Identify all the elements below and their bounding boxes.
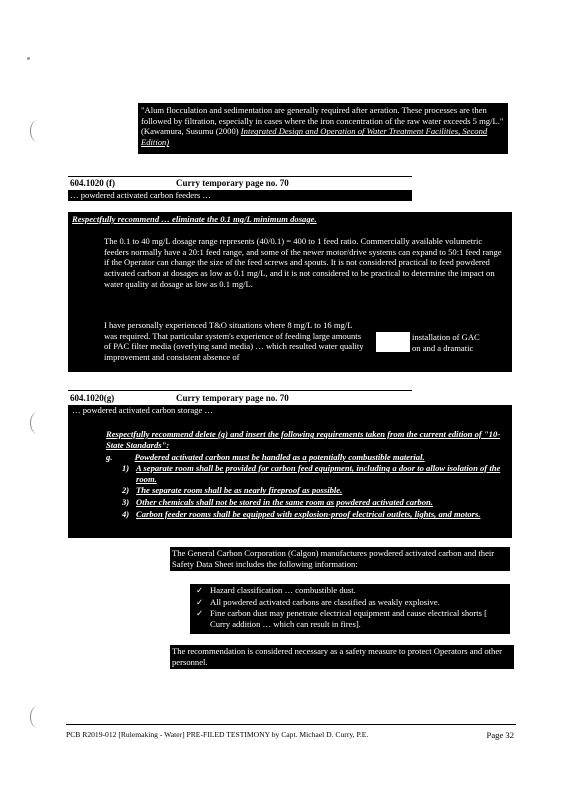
punch-hole-top bbox=[30, 120, 45, 142]
calgon-conclusion: The recommendation is considered necessary as a safety measure to protect Operators and other personnel. bbox=[170, 645, 514, 669]
list-item-text: Carbon feeder rooms shall be equipped with explosion-proof electrical outlets, lights, and motors. bbox=[136, 508, 481, 519]
calgon-checklist bbox=[190, 584, 510, 634]
list-item-text: A separate room shall be provided for carbon feed equipment, including a door to allow isolation of the room. bbox=[136, 463, 501, 484]
section-f-subtitle: … powdered activated carbon feeders … bbox=[68, 190, 412, 201]
section-f-gap bbox=[376, 332, 504, 352]
punch-hole-bottom bbox=[30, 706, 45, 728]
section-f-rule bbox=[68, 176, 412, 177]
checklist-item-text: Fine carbon dust may penetrate electrical equipment and cause electrical shorts [ Curry addition … which can result in fires]. bbox=[210, 608, 488, 630]
list-item bbox=[110, 509, 502, 520]
scan-speck bbox=[27, 57, 30, 60]
section-g-header bbox=[70, 393, 410, 405]
list-item-text: The separate room shall be as nearly fireproof as possible. bbox=[136, 485, 343, 496]
section-g-body bbox=[68, 405, 512, 538]
section-f-right-1: installation of GAC bbox=[410, 332, 504, 343]
section-g-rule bbox=[68, 390, 412, 391]
section-g-item-g bbox=[106, 452, 506, 463]
list-item-text: Other chemicals shall not be stored in the same room as powdered activated carbon. bbox=[136, 497, 433, 508]
section-f-recommend: Respectfully recommend … eliminate the 0.1 mg/L minimum dosage. bbox=[72, 214, 317, 224]
section-f-para1: The 0.1 to 40 mg/L dosage range represents (40/0.1) = 400 to 1 feed ratio. Commercially available volumetric feeders normally have a 20:1 feed range, and some of the newer motor/drive systems can expand to 50:1 feed range if the Operator can change the size of the feed screws and spouts. It is not considered practical to feed powdered activated carbon at dosages as low as 0.1 mg/L, and it is not considered to be practical to determine the impact on water quality at dosage as low as 0.1 mg/L. bbox=[104, 236, 502, 289]
list-item bbox=[110, 485, 502, 496]
section-f-header bbox=[70, 178, 410, 190]
item-g-text: Powdered activated carbon must be handled as a potentially combustible material. bbox=[134, 452, 425, 462]
calgon-intro: The General Carbon Corporation (Calgon) manufactures powdered activated carbon and their Safety Data Sheet includes the following information: bbox=[170, 547, 510, 571]
list-item bbox=[110, 497, 502, 508]
section-g-subtitle: … powdered activated carbon storage … bbox=[72, 405, 214, 415]
list-item-number: 4) bbox=[122, 508, 130, 519]
list-item bbox=[110, 463, 502, 484]
section-g-recommend: Respectfully recommend delete (g) and insert the following requirements taken from the current edition of "10-State Standards": bbox=[106, 429, 501, 450]
section-f-code: 604.1020 (f) bbox=[70, 178, 115, 188]
list-item-number: 3) bbox=[122, 497, 130, 508]
quote-citation: Integrated Design and Operation of Water Treatment Facilities, Second Edition) bbox=[141, 126, 488, 148]
checkmark-icon: ✓ bbox=[196, 608, 204, 619]
quote-block bbox=[138, 103, 508, 154]
list-item-number: 2) bbox=[122, 485, 130, 496]
section-f-body bbox=[68, 212, 512, 372]
checklist-item-text: Hazard classification … combustible dust. bbox=[210, 585, 356, 595]
quote-text: "Alum flocculation and sedimentation are generally required after aeration. These processes are then followed by filtration, especially in cases where the iron concentration of the raw water exceeds 5 mg/L." (Kawamura, Susumu (2000) bbox=[141, 105, 504, 137]
section-g-page-ref: Curry temporary page no. 70 bbox=[176, 393, 289, 403]
checkmark-icon: ✓ bbox=[196, 585, 204, 595]
section-g-code: 604.1020(g) bbox=[70, 393, 115, 403]
checkmark-icon: ✓ bbox=[196, 596, 204, 607]
checklist-item bbox=[192, 597, 508, 608]
section-f-para2: I have personally experienced T&O situations where 8 mg/L to 16 mg/L was required. That particular system's experience of feeding large amounts of PAC filter media (overlying sand media) … which resulted water quality improvement and consistent absence of bbox=[104, 320, 364, 363]
footer-page-number: Page 32 bbox=[486, 730, 514, 740]
checklist-item bbox=[192, 608, 508, 629]
footer-left: PCB R2019-012 [Rulemaking - Water] PRE-FILED TESTIMONY by Capt. Michael D. Curry, P.E. bbox=[66, 730, 369, 739]
calgon-check-items bbox=[192, 585, 508, 630]
footer bbox=[66, 730, 516, 742]
checklist-item bbox=[192, 585, 508, 596]
section-g-items bbox=[110, 463, 502, 521]
list-item-number: 1) bbox=[122, 463, 130, 473]
section-f-page-ref: Curry temporary page no. 70 bbox=[176, 178, 289, 188]
section-f-right-2: on and a dramatic bbox=[410, 343, 504, 354]
punch-hole-middle bbox=[30, 412, 45, 434]
footer-rule bbox=[66, 724, 516, 725]
checklist-item-text: All powdered activated carbons are classified as weakly explosive. bbox=[210, 596, 440, 607]
item-g-label: g. bbox=[106, 452, 113, 462]
